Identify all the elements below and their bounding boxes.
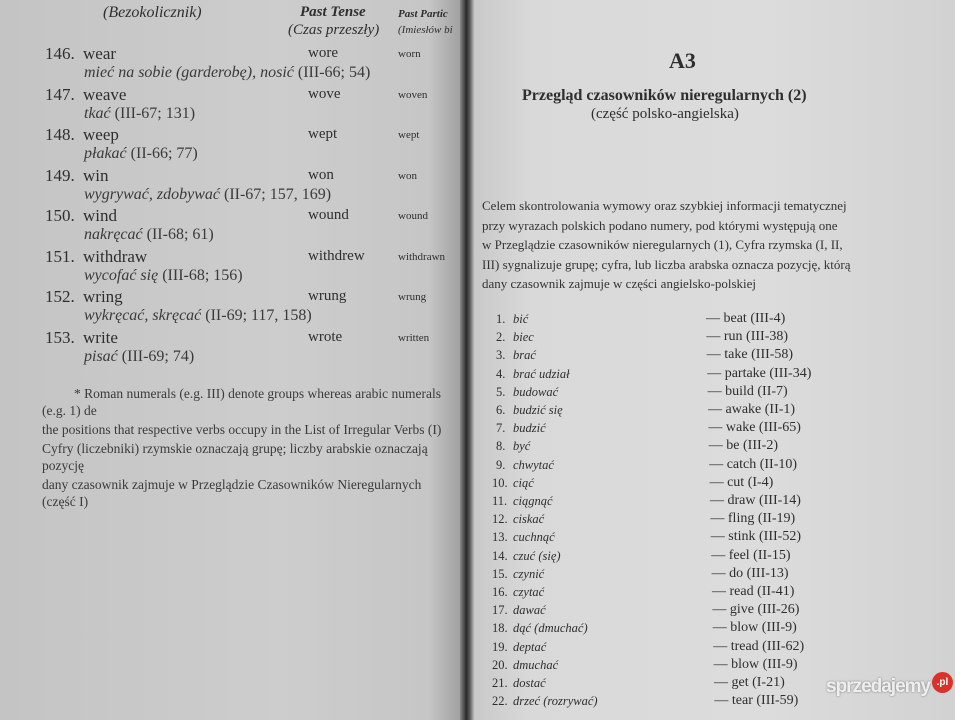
- list-number: 1.: [496, 312, 506, 326]
- list-polish-verb: cuchnąć: [513, 530, 555, 545]
- reference: (II-69; 117, 158): [205, 307, 312, 324]
- reference: (III-66; 54): [297, 64, 371, 81]
- list-english-verb: — stink (III-52): [710, 529, 801, 545]
- entry-number: 150.: [45, 206, 75, 225]
- entry-past-tense: wrung: [308, 288, 347, 304]
- list-english-verb: — partake (III-34): [707, 365, 812, 381]
- list-number: 9.: [496, 457, 506, 472]
- footnote-line: Cyfry (liczebniki) rzymskie oznaczają grupę; liczby arabskie oznaczają pozycję: [42, 441, 428, 473]
- header-past-participle: Past Partic: [398, 8, 448, 20]
- list-english-verb: — take (III-58): [706, 347, 794, 363]
- polish-translation: płakać: [84, 145, 127, 162]
- list-polish-verb: deptać: [513, 639, 547, 654]
- entry-verb: win: [83, 165, 109, 185]
- list-english-verb: — catch (II-10): [709, 456, 798, 472]
- reference: (II-67; 157, 169): [223, 185, 332, 203]
- entry-polish: [84, 64, 370, 82]
- list-english-verb: — run (III-38): [706, 329, 789, 345]
- list-number: 19.: [492, 639, 508, 654]
- list-number: 15.: [492, 566, 508, 581]
- watermark-badge: .pl: [932, 672, 953, 693]
- entry-number: 152.: [45, 287, 75, 306]
- list-english-verb: — cut (I-4): [709, 474, 774, 490]
- list-number: 18.: [492, 621, 508, 636]
- list-polish-verb: być: [513, 439, 531, 454]
- entry-past-participle: written: [398, 331, 430, 344]
- entry-verb: wind: [83, 206, 117, 225]
- footnote-line: dany czasownik zajmuje w Przeglądzie Czasowników Nieregularnych (część I): [42, 477, 422, 509]
- list-english-verb: — give (III-26): [712, 602, 800, 618]
- entry-number: 147.: [45, 84, 75, 104]
- list-english-verb: — get (I-21): [714, 675, 785, 690]
- polish-translation: wycofać się: [84, 266, 159, 284]
- list-number: 8.: [496, 439, 506, 454]
- book-gutter: [460, 0, 474, 720]
- list-english-verb: — blow (III-9): [712, 620, 797, 636]
- list-number: 10.: [492, 475, 508, 490]
- polish-translation: wykręcać, skręcać: [84, 307, 202, 324]
- intro-line: dany czasownik zajmuje w części angielsko-polskiej: [482, 276, 756, 291]
- intro-line: przy wyrazach polskich podano numery, pod którymi występują one: [482, 217, 838, 233]
- entry-past-participle: wept: [398, 129, 420, 141]
- list-polish-verb: czynić: [513, 566, 545, 581]
- list-number: 3.: [496, 348, 506, 363]
- list-english-verb: — build (II-7): [707, 383, 788, 399]
- list-number: 13.: [492, 530, 508, 545]
- list-number: 12.: [492, 512, 508, 527]
- intro-line: w Przeglądzie czasowników nieregularnych (1), Cyfra rzymska (I, II,: [482, 237, 843, 252]
- list-number: 5.: [496, 384, 506, 399]
- list-number: 20.: [492, 657, 508, 672]
- list-english-verb: — fling (II-19): [710, 511, 796, 527]
- entry-number: 151.: [45, 246, 75, 266]
- header-past-tense-pl: (Czas przeszły): [288, 22, 380, 38]
- list-polish-verb: ciskać: [513, 512, 545, 527]
- entry-past-participle: worn: [398, 48, 421, 60]
- list-number: 4.: [496, 366, 506, 381]
- entry-past-participle: wrung: [398, 291, 427, 303]
- list-number: 22.: [492, 694, 508, 709]
- reference: (III-67; 131): [114, 104, 196, 122]
- polish-translation: wygrywać, zdobywać: [84, 185, 220, 203]
- entry-past-tense: won: [308, 166, 334, 183]
- right-page: [474, 0, 955, 720]
- list-polish-verb: drzeć (rozrywać): [513, 694, 598, 709]
- page-title: Przegląd czasowników nieregularnych (2): [522, 87, 807, 104]
- entry-past-participle: withdrawn: [398, 250, 446, 263]
- list-polish-verb: czuć (się): [513, 548, 561, 563]
- list-polish-verb: budzić się: [513, 403, 563, 417]
- list-english-verb: — do (III-13): [711, 565, 789, 581]
- footnote-line: * Roman numerals (e.g. III) denote groups whereas arabic numerals (e.g. 1) de: [42, 386, 441, 418]
- list-number: 14.: [492, 548, 508, 563]
- reference: (III-68; 156): [162, 266, 243, 284]
- list-english-verb: — read (II-41): [712, 584, 795, 599]
- entry-past-participle: woven: [398, 88, 428, 101]
- list-polish-verb: budzić: [513, 421, 546, 436]
- entry-polish: [84, 105, 195, 123]
- list-polish-verb: brać udział: [513, 366, 570, 381]
- entry-past-tense: wove: [308, 85, 341, 102]
- entry-polish: [84, 267, 243, 285]
- list-polish-verb: biec: [513, 330, 534, 345]
- list-english-verb: — feel (II-15): [711, 547, 791, 563]
- list-number: 17.: [492, 603, 508, 618]
- entry-past-participle: wound: [398, 210, 428, 222]
- footnote: [42, 385, 452, 512]
- list-polish-verb: bić: [513, 312, 529, 326]
- list-number: 2.: [496, 330, 506, 345]
- list-english-verb: — tread (III-62): [713, 638, 805, 654]
- list-english-verb: — draw (III-14): [710, 493, 801, 508]
- entry-verb: write: [83, 327, 118, 347]
- entry-past-tense: withdrew: [308, 247, 365, 264]
- reference: (II-66; 77): [130, 145, 198, 162]
- list-polish-verb: czytać: [513, 585, 545, 599]
- entry-past-tense: wrote: [308, 328, 343, 345]
- intro-line: Celem skontrolowania wymowy oraz szybkiej informacji tematycznej: [482, 198, 847, 213]
- list-polish-verb: budować: [513, 384, 559, 399]
- list-number: 16.: [492, 585, 508, 599]
- entry-past-tense: wound: [308, 207, 349, 223]
- header-infinitive: (Bezokolicznik): [103, 4, 202, 21]
- footnote-line: the positions that respective verbs occupy in the List of Irregular Verbs (I): [42, 422, 442, 437]
- list-polish-verb: dąć (dmuchać): [513, 621, 588, 636]
- entry-verb: withdraw: [83, 246, 148, 266]
- entry-number: 148.: [45, 125, 75, 144]
- entry-past-participle: won: [398, 169, 417, 182]
- list-polish-verb: ciągnąć: [513, 494, 553, 508]
- polish-translation: mieć na sobie (garderobę), nosić: [84, 64, 294, 81]
- entry-polish: [84, 145, 198, 163]
- polish-translation: pisać: [84, 347, 118, 365]
- entry-verb: weep: [83, 125, 119, 144]
- list-polish-verb: brać: [513, 348, 536, 363]
- list-english-verb: — blow (III-9): [713, 656, 798, 672]
- header-past-tense: Past Tense: [300, 4, 366, 20]
- list-english-verb: — be (III-2): [708, 438, 778, 454]
- entry-polish: [84, 186, 331, 204]
- entry-number: 153.: [45, 327, 75, 347]
- left-page: [0, 0, 466, 720]
- entry-number: 146.: [45, 44, 75, 63]
- list-polish-verb: ciąć: [513, 475, 534, 490]
- list-polish-verb: chwytać: [513, 457, 554, 472]
- entry-verb: weave: [83, 84, 127, 104]
- list-polish-verb: dawać: [513, 603, 546, 618]
- list-number: 21.: [492, 676, 508, 690]
- header-past-participle-pl: (Imiesłów bi: [398, 24, 453, 36]
- entry-past-tense: wept: [308, 126, 338, 142]
- list-polish-verb: dostać: [513, 676, 546, 690]
- list-number: 6.: [496, 403, 506, 417]
- list-english-verb: — awake (II-1): [708, 402, 796, 417]
- list-polish-verb: dmuchać: [513, 657, 559, 672]
- entry-polish: [84, 348, 194, 366]
- polish-translation: nakręcać: [84, 226, 143, 243]
- section-label: A3: [669, 48, 696, 73]
- entry-past-tense: wore: [308, 45, 338, 61]
- intro-line: III) sygnalizuje grupę; cyfra, lub liczba arabska oznacza pozycję, którą: [482, 256, 851, 272]
- entry-polish: [84, 307, 312, 325]
- list-english-verb: — wake (III-65): [708, 420, 801, 436]
- list-english-verb: — tear (III-59): [714, 693, 799, 709]
- list-number: 11.: [492, 494, 508, 508]
- entry-verb: wear: [83, 44, 117, 63]
- list-english-verb: — beat (III-4): [706, 311, 786, 326]
- watermark-logo: sprzedajemy: [826, 676, 931, 697]
- entry-verb: wring: [83, 287, 123, 306]
- reference: (II-68; 61): [146, 226, 214, 243]
- list-number: 7.: [496, 421, 506, 436]
- entry-polish: [84, 226, 214, 244]
- reference: (III-69; 74): [121, 347, 195, 365]
- entry-number: 149.: [45, 165, 75, 185]
- page-subtitle: (część polsko-angielska): [591, 106, 739, 122]
- polish-translation: tkać: [84, 104, 111, 122]
